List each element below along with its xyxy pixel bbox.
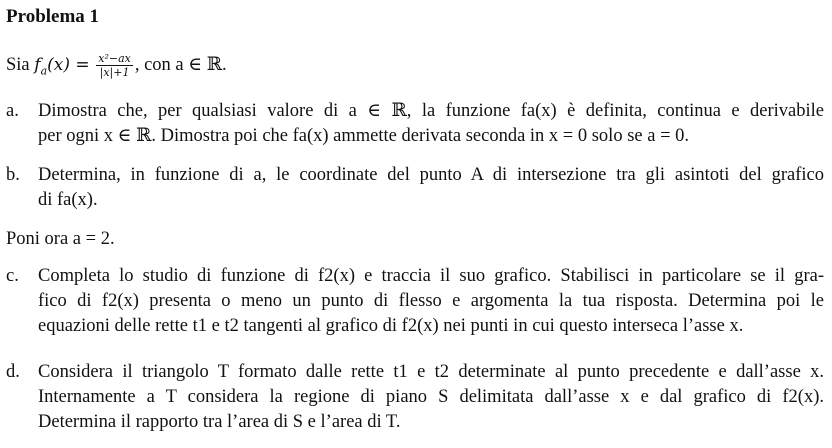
intro-prefix: Sia [6,54,30,75]
item-d [6,360,824,435]
item-text-line: Determina il rapporto tra l’area di S e l’area di T. [38,412,401,432]
item-a [6,99,824,149]
item-text-line: Considera il triangolo T formato dalle rette t1 e t2 determinate al punto precedente e dall’asse x. [38,362,824,382]
intro-suffix: , con a ∈ ℝ. [134,54,227,75]
problem-title: Problema 1 [6,6,100,27]
item-text-line: di fa(x). [38,190,98,210]
set-parameter-text: Poni ora a = 2. [6,229,115,249]
item-text-line: per ogni x ∈ ℝ. Dimostra poi che fa(x) ammette derivata seconda in x = 0 solo se a = 0. [38,126,690,146]
item-text-line: Internamente a T considera la regione di piano S delimitata dall’asse x e dal grafico di f2(x). [38,387,824,407]
item-text-line: Dimostra che, per qualsiasi valore di a ∈ ℝ, la funzione fa(x) è definita, continua e derivabile [38,101,824,121]
item-text-line: Determina, in funzione di a, le coordinate del punto A di intersezione tra gli asintoti del grafico [38,165,824,185]
problem-intro [6,52,227,79]
item-text-line: Completa lo studio di funzione di f2(x) e traccia il suo grafico. Stabilisci in particolare se il gra- [38,266,824,286]
item-label: c. [6,266,19,286]
item-label: b. [6,165,20,185]
item-c [6,264,824,339]
item-label: a. [6,101,19,121]
function-name: $f_a(x)$ = [34,54,90,78]
function-fraction [96,52,133,79]
item-text-line: fico di f2(x) presenta o meno un punto di flesso e argomenta la tua risposta. Determina poi le [38,291,824,311]
item-b [6,163,824,213]
fraction-denominator: |x|+1 [99,66,130,79]
item-text-line: equazioni delle rette t1 e t2 tangenti al grafico di f2(x) nei punti in cui questo interseca l’asse x. [38,316,744,336]
item-label: d. [6,362,20,382]
fraction-numerator: x²−ax [98,52,131,65]
